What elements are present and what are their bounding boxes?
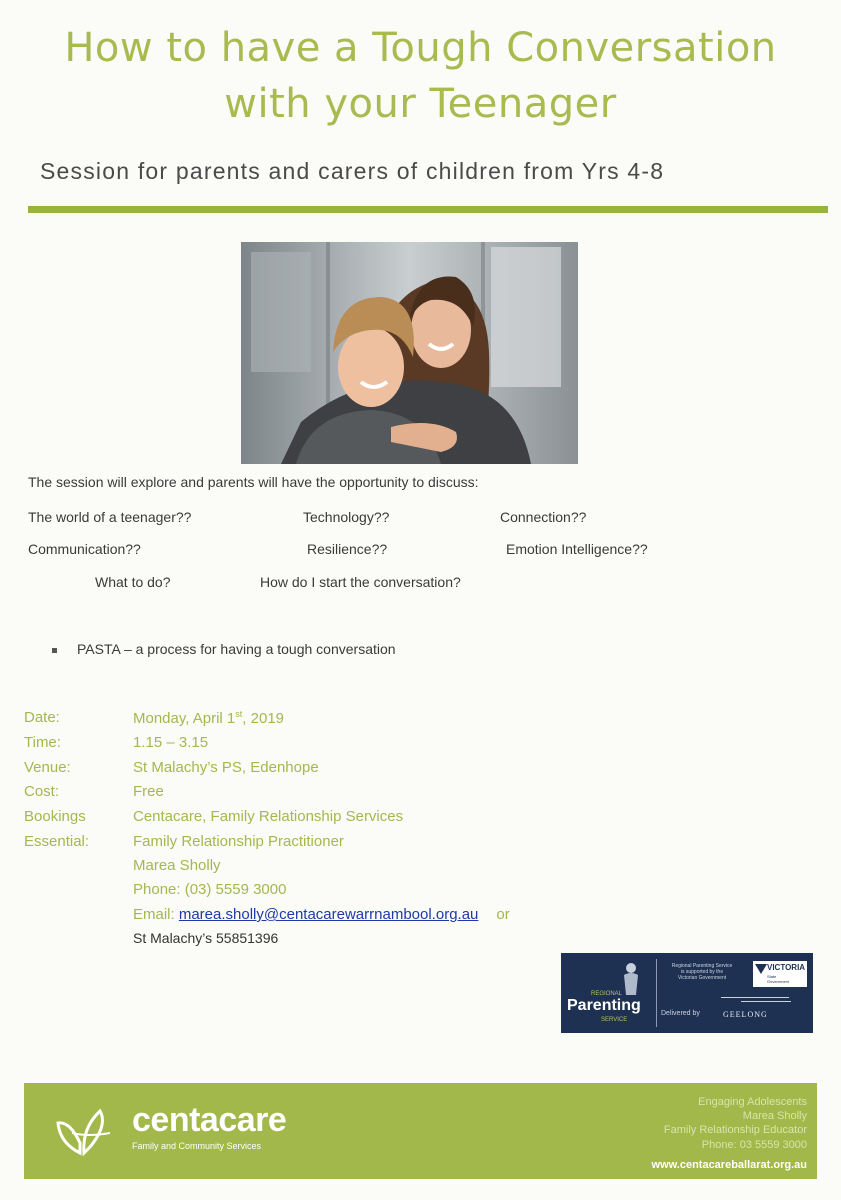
role-value: Family Relationship Practitioner: [133, 833, 344, 850]
cost-label: Cost:: [24, 783, 60, 800]
divider-rule: [28, 206, 828, 213]
teenagers-photo: [241, 242, 578, 464]
topic-item: Technology??: [303, 509, 390, 525]
contact-phone: Phone: (03) 5559 3000: [133, 881, 287, 898]
topic-item: How do I start the conversation?: [260, 574, 461, 590]
venue-label: Venue:: [24, 759, 71, 776]
centacare-brand: centacare: [132, 1101, 287, 1139]
venue-value: St Malachy’s PS, Edenhope: [133, 759, 319, 776]
victoria-triangle-icon: [755, 964, 767, 974]
supported-text: Regional Parenting Service is supported by the Victorian Government: [671, 963, 733, 981]
centacare-tagline: Family and Community Services: [132, 1141, 262, 1151]
footer-info-line: Engaging Adolescents: [698, 1096, 807, 1108]
email-label: Email:: [133, 906, 179, 923]
date-value: Monday, April 1st, 2019: [133, 709, 285, 727]
parenting-text: Parenting: [567, 997, 641, 1014]
footer-info-line: Phone: 03 5559 3000: [701, 1138, 807, 1151]
intro-text: The session will explore and parents will have the opportunity to discuss:: [28, 474, 479, 490]
footer-banner: [24, 1083, 817, 1179]
topic-item: Resilience??: [307, 541, 388, 557]
email-row: [133, 906, 510, 923]
regional-parenting-logo: [561, 953, 813, 1033]
footer-info-line: Family Relationship Educator: [663, 1124, 807, 1137]
title-line-1: How to have a Tough Conversation: [64, 25, 777, 71]
email-link[interactable]: marea.sholly@centacarewarrnambool.org.au: [178, 906, 479, 923]
title-line-2: with your Teenager: [224, 81, 617, 127]
topic-item: What to do?: [95, 574, 171, 590]
alt-contact: St Malachy’s 55851396: [133, 930, 279, 946]
topic-item: Emotion Intelligence??: [506, 541, 648, 557]
service-text: SERVICE: [601, 1017, 628, 1023]
time-label: Time:: [24, 734, 61, 751]
topic-item: Connection??: [500, 509, 587, 525]
subtitle: Session for parents and carers of children from Yrs 4-8: [40, 158, 665, 184]
victoria-logo: VICTORIA State Government: [753, 961, 807, 987]
topic-item: The world of a teenager??: [28, 509, 192, 525]
bullet-item: [52, 641, 396, 657]
centacare-butterfly-icon: [50, 1103, 122, 1159]
date-label: Date:: [24, 709, 60, 726]
essential-label: Essential:: [24, 833, 90, 850]
footer-info-line: Marea Sholly: [742, 1110, 807, 1123]
or-text: or: [496, 906, 510, 923]
delivered-by-text: Delivered by: [661, 1010, 700, 1017]
page-title: [0, 20, 841, 132]
bullet-square-icon: [52, 648, 57, 653]
footer-info: [664, 1095, 807, 1152]
bullet-text: PASTA – a process for having a tough conversation: [77, 641, 396, 657]
bookings-label: Bookings: [24, 808, 86, 825]
geelong-text: GEELONG: [723, 1010, 768, 1019]
cost-value: Free: [133, 783, 164, 800]
topic-item: Communication??: [28, 541, 141, 557]
regional-text: REGIONAL: [591, 991, 623, 997]
footer-website[interactable]: www.centacareballarat.org.au: [651, 1159, 807, 1171]
org-value: Centacare, Family Relationship Services: [133, 808, 404, 825]
date-ordinal: st: [235, 709, 243, 719]
contact-name: Marea Sholly: [133, 857, 221, 874]
time-value: 1.15 – 3.15: [133, 734, 209, 751]
